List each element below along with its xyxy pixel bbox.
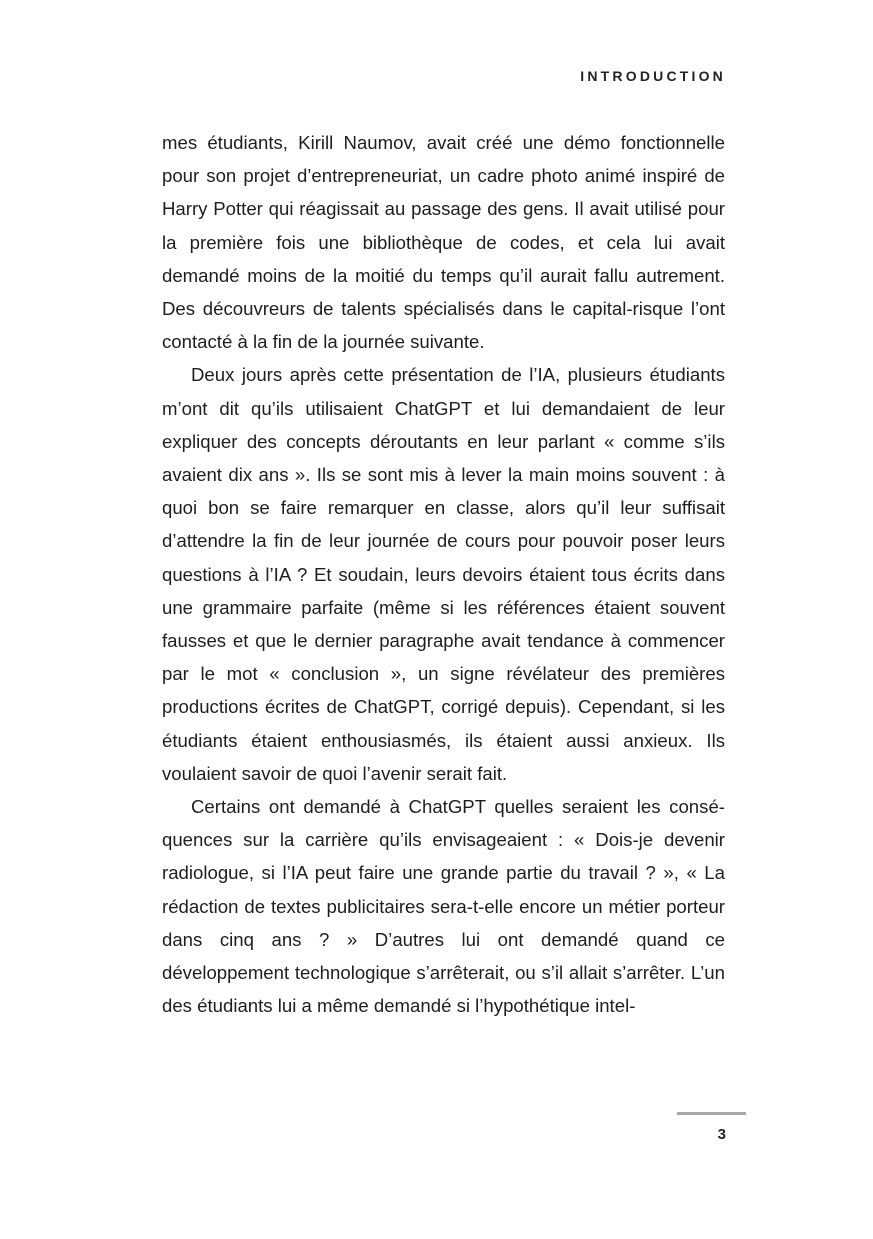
paragraph: Deux jours après cette présentation de l’IA, plusieurs étudiants m’ont dit qu’ils utilisaient ChatGPT et lui demandaient de leur expliquer des concepts déroutants en leur parlant « comme s’ils avaient dix ans ». Ils se sont mis à lever la main moins souvent : à quoi bon se faire remarquer en classe, alors qu’il leur suffisait d’attendre la fin de leur journée de cours pour pouvoir poser leurs questions à l’IA ? Et soudain, leurs devoirs étaient tous écrits dans une grammaire parfaite (même si les références étaient souvent fausses et que le dernier paragraphe avait tendance à commencer par le mot « conclusion », un signe révélateur des premières productions écrites de ChatGPT, corrigé depuis). Cependant, si les étudiants étaient enthousiasmés, ils étaient aussi anxieux. Ils voulaient savoir de quoi l’avenir serait fait.: [162, 364, 725, 784]
body-text: [162, 126, 725, 1022]
footer-rule: [677, 1112, 746, 1115]
running-head: INTRODUCTION: [580, 68, 726, 84]
paragraph-continued: mes étudiants, Kirill Naumov, avait créé une démo fonctionnelle pour son projet d’entrepreneuriat, un cadre photo animé inspiré de Harry Potter qui réagissait au passage des gens. Il avait utilisé pour la première fois une bibliothèque de codes, et cela lui avait demandé moins de la moitié du temps qu’il aurait fallu autrement. Des découvreurs de talents spécialisés dans le capital-risque l’ont contacté à la fin de la journée suivante.: [162, 132, 725, 353]
page-number: 3: [717, 1126, 726, 1143]
paragraph: Certains ont demandé à ChatGPT quelles seraient les conséquences sur la carrière qu’ils envisageaient : « Dois-je devenir radiologue, si l’IA peut faire une grande partie du travail ? », « La rédaction de textes publicitaires sera-t-elle encore un métier porteur dans cinq ans ? » D’autres lui ont demandé quand ce développement technologique s’arrêterait, ou s’il allait s’arrêter. L’un des étudiants lui a même demandé si l’hypothétique intel-: [162, 796, 725, 1017]
